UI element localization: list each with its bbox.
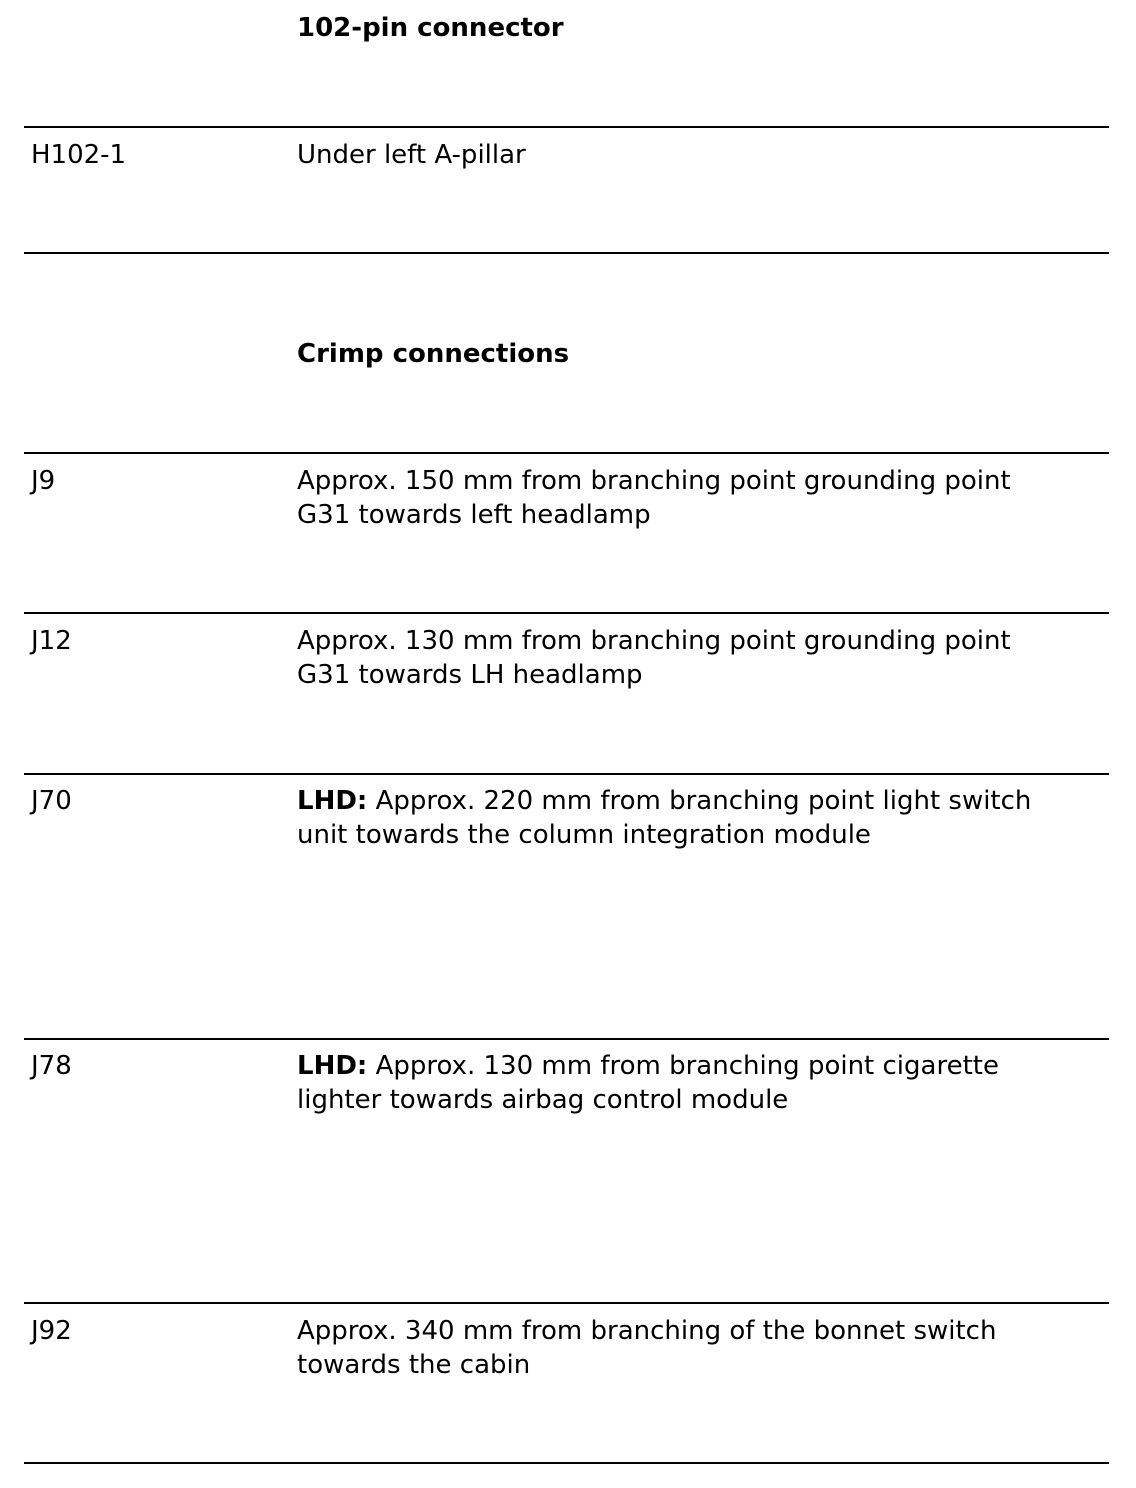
connector-code: J78 xyxy=(31,1051,72,1081)
table-divider xyxy=(24,126,1109,128)
connector-code: J92 xyxy=(31,1316,72,1346)
description-line: G31 towards LH headlamp xyxy=(297,660,643,690)
connector-code: H102-1 xyxy=(31,140,127,170)
table-divider xyxy=(24,1462,1109,1464)
section-heading-102-pin-connector: 102-pin connector xyxy=(297,13,564,43)
lhd-prefix: LHD: xyxy=(297,786,368,816)
location-description xyxy=(297,624,1107,692)
section-heading-crimp-connections: Crimp connections xyxy=(297,339,570,369)
connector-code: J12 xyxy=(31,626,72,656)
location-description xyxy=(297,1314,1107,1382)
description-line: unit towards the column integration module xyxy=(297,820,871,850)
description-line xyxy=(297,784,1107,818)
description-line: Approx. 150 mm from branching point grounding point xyxy=(297,466,1011,496)
description-line: towards the cabin xyxy=(297,1350,531,1380)
location-description xyxy=(297,784,1107,852)
description-line xyxy=(297,1049,1107,1083)
table-divider xyxy=(24,452,1109,454)
connector-code: J70 xyxy=(31,786,72,816)
location-description xyxy=(297,138,1107,172)
location-description xyxy=(297,1049,1107,1117)
table-divider xyxy=(24,612,1109,614)
description-line: Under left A-pillar xyxy=(297,140,526,170)
location-description xyxy=(297,464,1107,532)
table-divider xyxy=(24,1038,1109,1040)
description-text: Approx. 130 mm from branching point cigarette xyxy=(367,1051,999,1081)
table-divider xyxy=(24,1302,1109,1304)
description-line: G31 towards left headlamp xyxy=(297,500,651,530)
table-divider xyxy=(24,773,1109,775)
description-line: lighter towards airbag control module xyxy=(297,1085,789,1115)
connector-code: J9 xyxy=(31,466,56,496)
lhd-prefix: LHD: xyxy=(297,1051,368,1081)
description-line: Approx. 340 mm from branching of the bonnet switch xyxy=(297,1316,997,1346)
table-divider xyxy=(24,252,1109,254)
description-text: Approx. 220 mm from branching point light switch xyxy=(367,786,1032,816)
description-line: Approx. 130 mm from branching point grounding point xyxy=(297,626,1011,656)
